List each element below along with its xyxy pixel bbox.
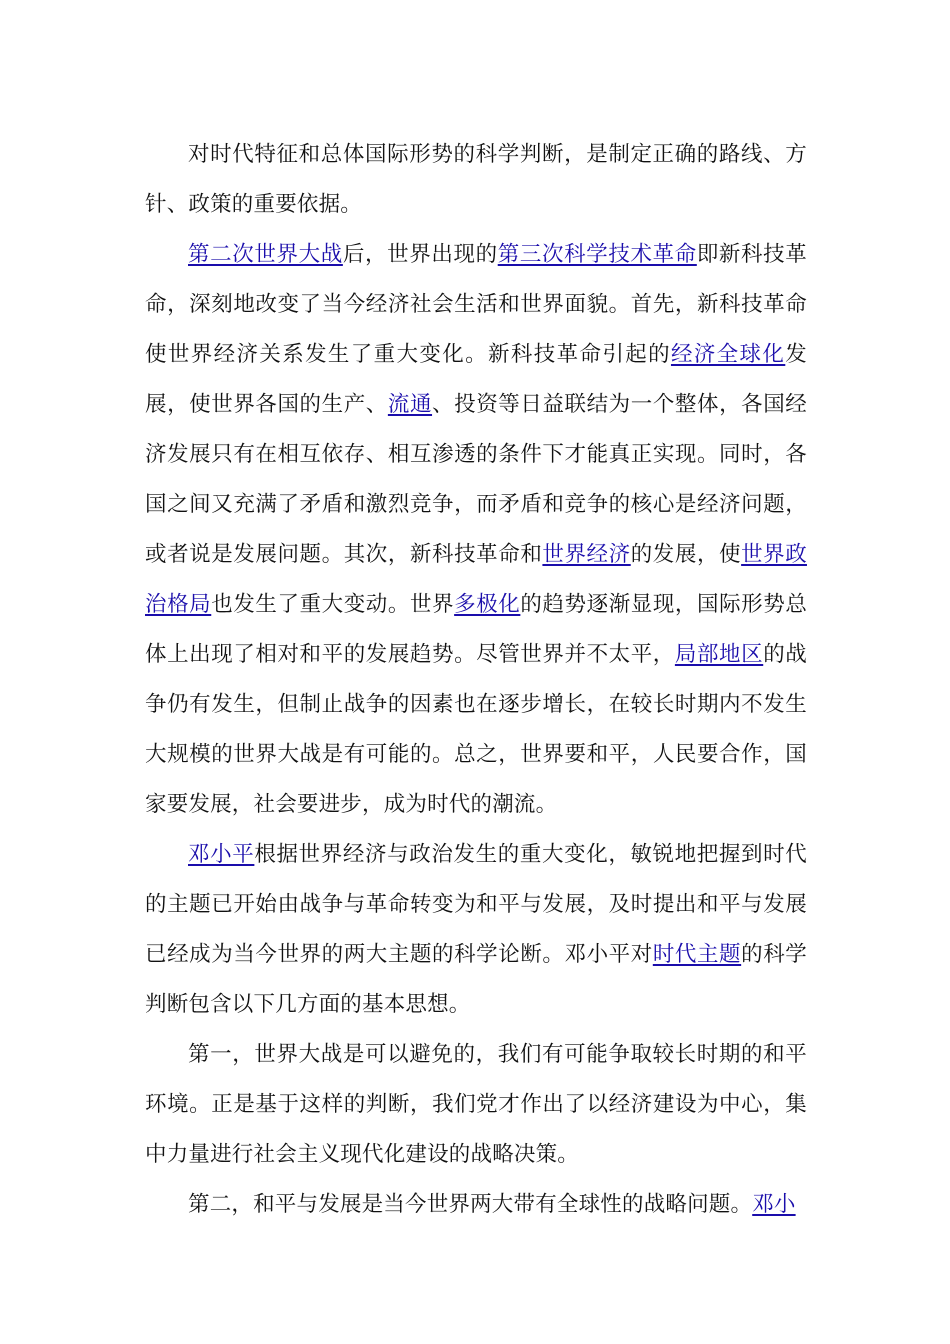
paragraph bbox=[145, 830, 807, 1030]
hyperlink[interactable]: 多极化 bbox=[454, 592, 521, 617]
paragraph-text: 的战争仍有发生，但制止战争的因素也在逐步增长，在较长时期内不发生大规模的世界大战是有可能的。总之，世界要和平，人民要合作，国家要发展，社会要进步，成为时代的潮流。 bbox=[145, 642, 807, 817]
hyperlink[interactable]: 局部地区 bbox=[674, 642, 764, 667]
document-body bbox=[145, 130, 807, 1230]
hyperlink[interactable]: 世界经济 bbox=[542, 542, 631, 567]
hyperlink[interactable]: 流通 bbox=[387, 392, 433, 417]
paragraph-text: 、投资等日益联结为一个整体，各国经济发展只有在相互依存、相互渗透的条件下才能真正实现。同时，各国之间又充满了矛盾和激烈竞争，而矛盾和竞争的核心是经济问题，或者说是发展问题。其次，新科技革命和 bbox=[145, 392, 808, 567]
hyperlink[interactable]: 经济全球化 bbox=[670, 342, 786, 367]
hyperlink[interactable]: 第三次科学技术革命 bbox=[497, 242, 697, 267]
hyperlink[interactable]: 世界政治格局 bbox=[145, 542, 807, 617]
paragraph-text: 发展，使世界各国的生产、 bbox=[145, 342, 807, 417]
paragraph-text: 即新科技革命，深刻地改变了当今经济社会生活和世界面貌。首先，新科技革命使世界经济关系发生了重大变化。新科技革命引起的 bbox=[145, 242, 807, 367]
paragraph bbox=[145, 1030, 807, 1180]
hyperlink[interactable]: 第二次世界大战 bbox=[188, 242, 343, 267]
paragraph-text: 的发展，使 bbox=[630, 542, 742, 567]
paragraph bbox=[145, 130, 807, 230]
paragraph-text: 也发生了重大变动。世界 bbox=[211, 592, 455, 617]
paragraph bbox=[145, 1180, 807, 1230]
paragraph bbox=[145, 230, 807, 830]
paragraph-text: 的趋势逐渐显现，国际形势总体上出现了相对和平的发展趋势。尽管世界并不太平， bbox=[145, 592, 808, 667]
paragraph-text: 后，世界出现的 bbox=[342, 242, 498, 267]
paragraph-text: 的科学判断包含以下几方面的基本思想。 bbox=[145, 942, 807, 1017]
hyperlink[interactable]: 时代主题 bbox=[652, 942, 742, 967]
paragraph-text: 根据世界经济与政治发生的重大变化，敏锐地把握到时代的主题已开始由战争与革命转变为和平与发展，及时提出和平与发展已经成为当今世界的两大主题的科学论断。邓小平对 bbox=[145, 842, 807, 967]
paragraph-text: 对时代特征和总体国际形势的科学判断，是制定正确的路线、方针、政策的重要依据。 bbox=[145, 142, 807, 217]
paragraph-text: 第二，和平与发展是当今世界两大带有全球性的战略问题。 bbox=[188, 1192, 753, 1217]
hyperlink[interactable]: 邓小 bbox=[752, 1192, 796, 1217]
hyperlink[interactable]: 邓小平 bbox=[188, 842, 255, 867]
paragraph-text: 第一，世界大战是可以避免的，我们有可能争取较长时期的和平环境。正是基于这样的判断，我们党才作出了以经济建设为中心，集中力量进行社会主义现代化建设的战略决策。 bbox=[145, 1042, 807, 1167]
